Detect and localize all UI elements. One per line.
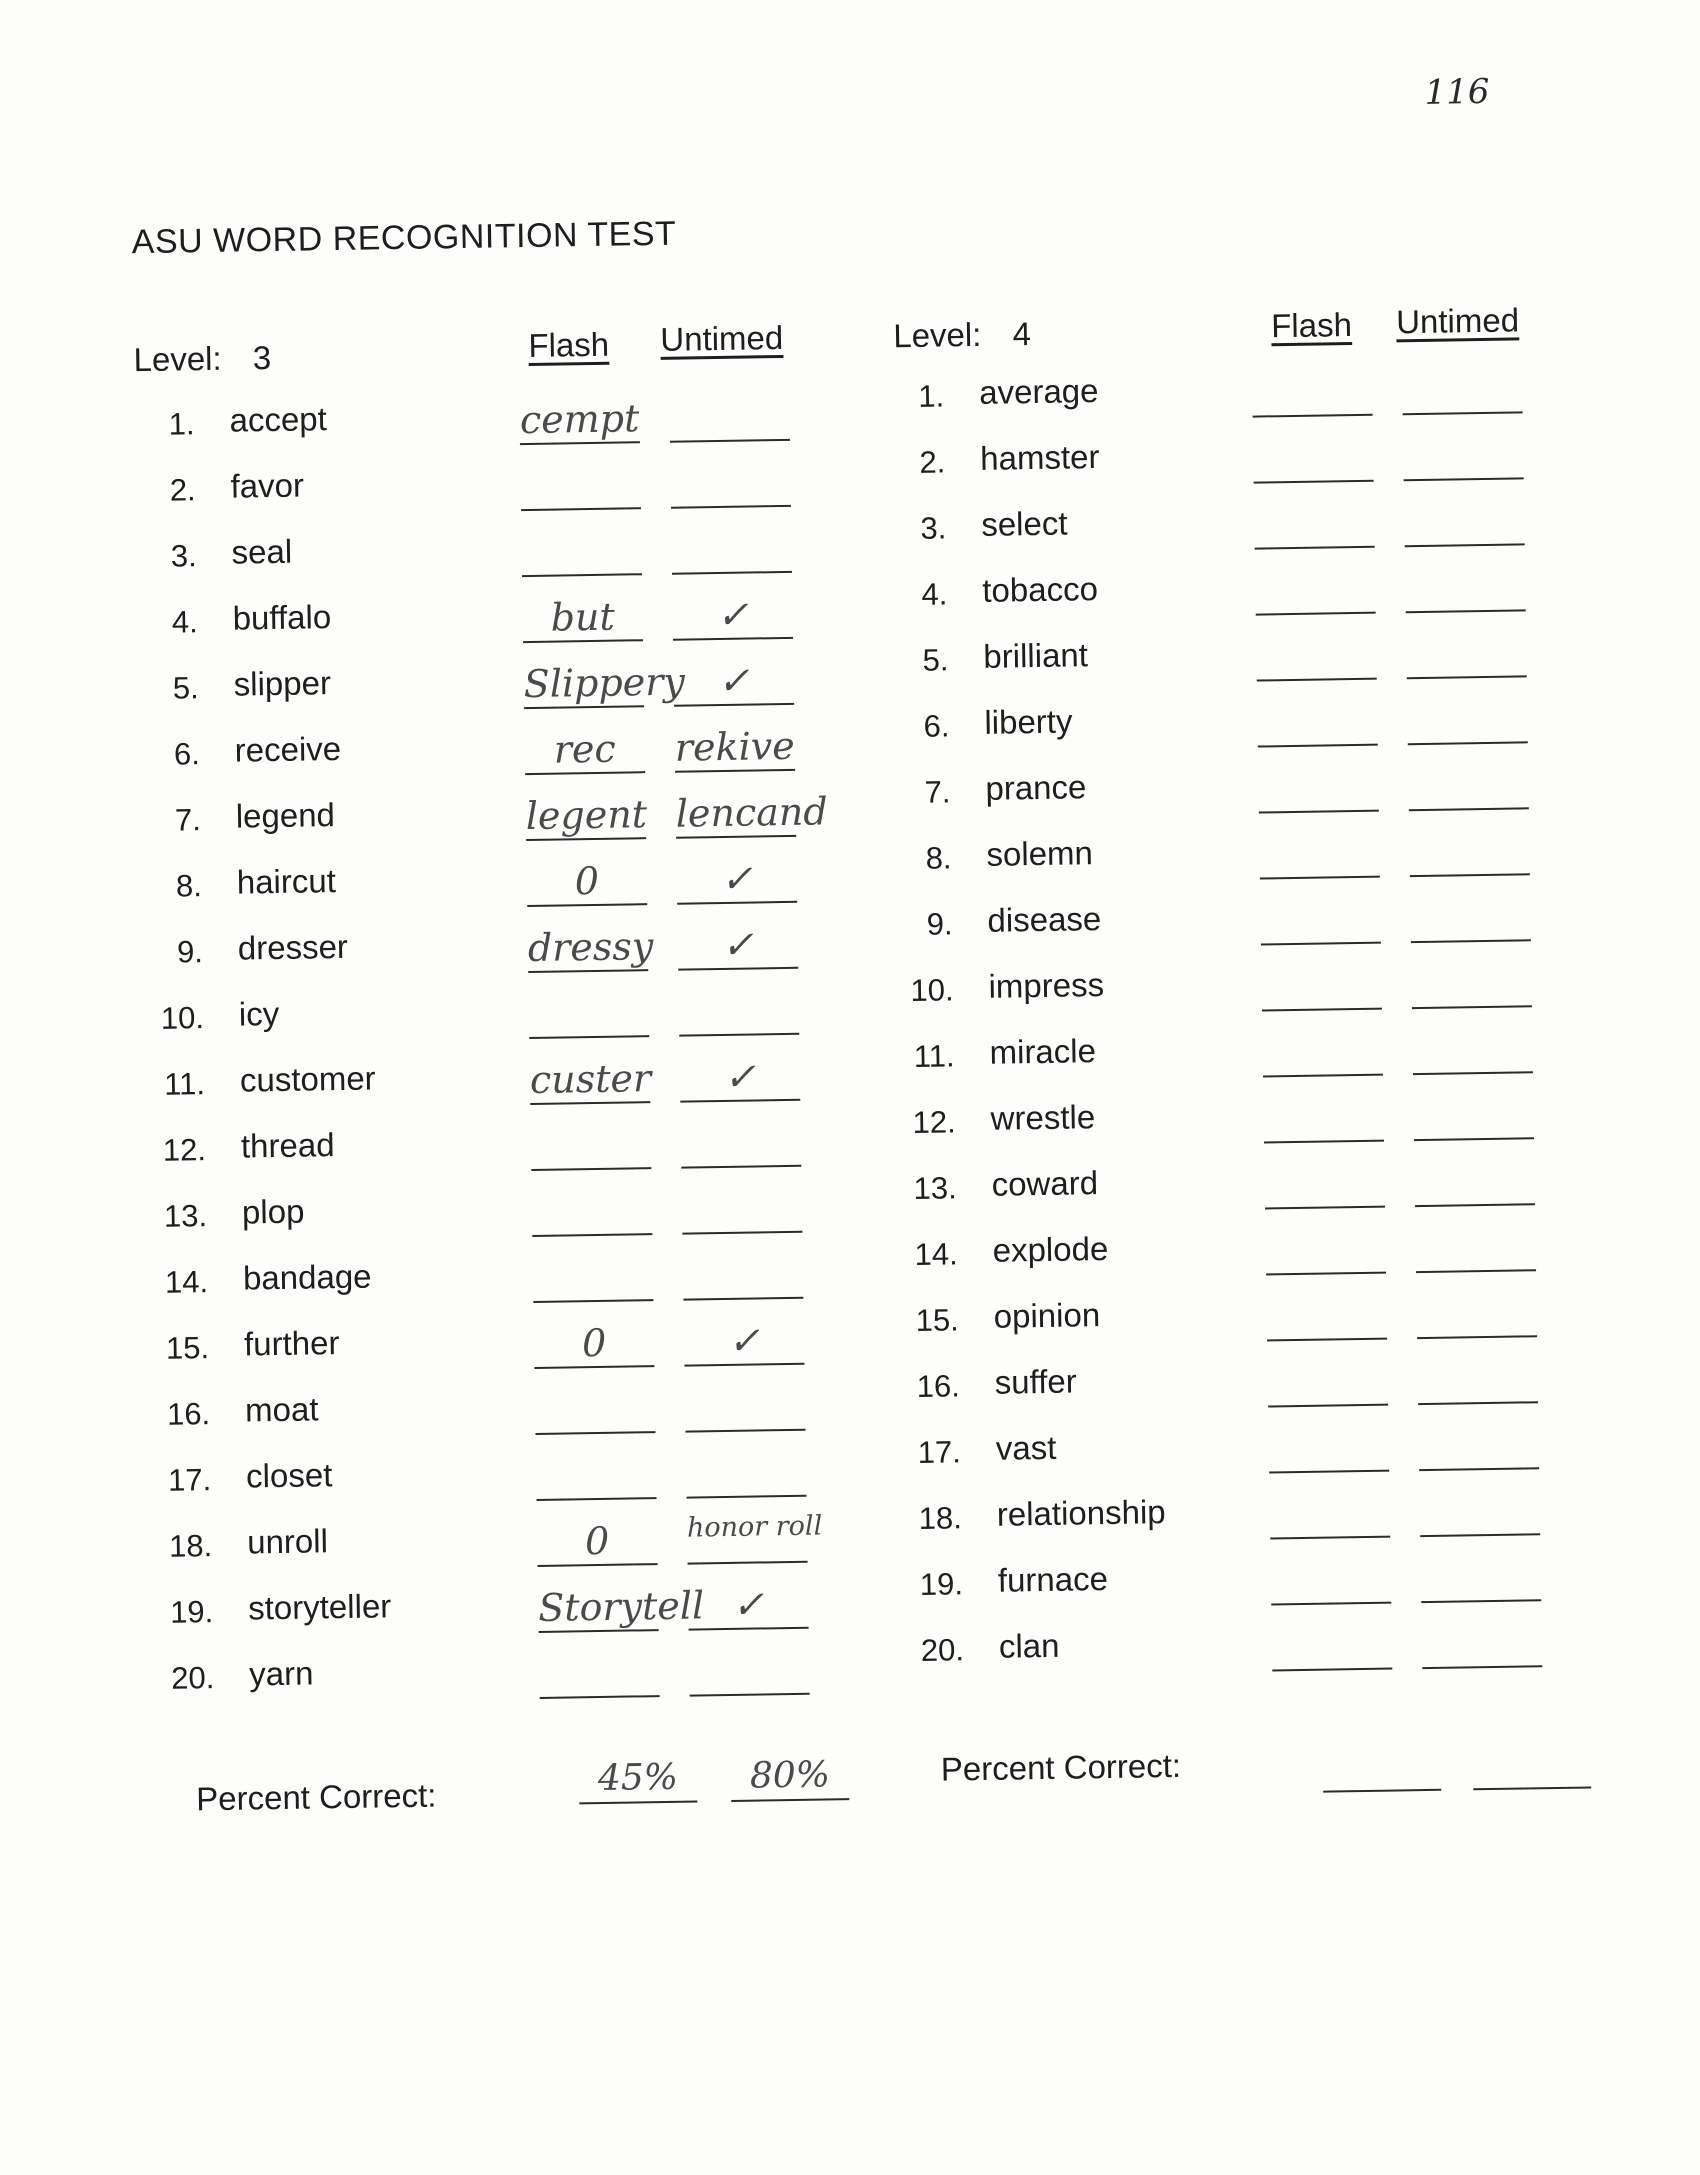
item-number: 16.: [916, 1368, 961, 1404]
flash-response[interactable]: [1264, 1160, 1385, 1210]
list-item: [147, 1178, 948, 1251]
list-item: [135, 453, 936, 526]
untimed-response[interactable]: [1405, 563, 1526, 613]
list-item: [141, 849, 942, 922]
flash-response[interactable]: [1271, 1556, 1392, 1606]
untimed-response[interactable]: [1419, 1487, 1540, 1537]
item-number: 18.: [918, 1500, 963, 1536]
item-number: 8.: [925, 840, 952, 876]
flash-response[interactable]: [1263, 1094, 1384, 1144]
item-number: 5.: [172, 670, 200, 706]
item-number: 13.: [163, 1198, 208, 1234]
item-number: 20.: [920, 1632, 965, 1668]
item-number: 4.: [921, 576, 948, 612]
untimed-response[interactable]: [679, 987, 800, 1037]
untimed-response[interactable]: [1406, 629, 1527, 679]
item-word: opinion: [993, 1296, 1101, 1335]
item-word: average: [978, 372, 1099, 411]
flash-response[interactable]: [1257, 698, 1378, 748]
item-word: coward: [991, 1164, 1099, 1203]
untimed-response[interactable]: ✓: [688, 1581, 809, 1631]
item-number: 14.: [914, 1236, 959, 1273]
untimed-response[interactable]: [1418, 1421, 1539, 1471]
flash-response[interactable]: cempt: [519, 395, 640, 445]
list-item: [897, 1217, 1698, 1290]
untimed-response[interactable]: ✓: [672, 591, 793, 641]
item-word: receive: [234, 729, 342, 769]
flash-response[interactable]: 0: [534, 1319, 655, 1369]
item-word: dresser: [237, 927, 349, 967]
item-number: 9.: [926, 906, 953, 942]
flash-response[interactable]: [1258, 764, 1379, 814]
list-item: [153, 1574, 954, 1647]
list-item: [892, 887, 1693, 960]
item-number: 2.: [169, 472, 196, 508]
untimed-response[interactable]: [685, 1383, 806, 1433]
item-word: customer: [239, 1059, 376, 1099]
list-item: [887, 557, 1688, 630]
flash-response[interactable]: legent: [525, 791, 646, 841]
flash-response[interactable]: [1269, 1490, 1390, 1540]
untimed-response[interactable]: [669, 393, 790, 443]
item-word: relationship: [996, 1493, 1166, 1533]
level-3-untimed-header: Untimed: [660, 318, 784, 358]
page-title: ASU WORD RECOGNITION TEST: [131, 214, 677, 262]
item-number: 1.: [918, 378, 945, 414]
untimed-response[interactable]: [681, 1119, 802, 1169]
item-number: 11.: [913, 1038, 955, 1074]
flash-response[interactable]: [539, 1649, 660, 1699]
item-number: 15.: [165, 1330, 210, 1366]
untimed-response[interactable]: [1415, 1223, 1536, 1273]
flash-response[interactable]: [520, 461, 641, 511]
level-label: Level:: [893, 315, 982, 355]
flash-response[interactable]: [533, 1253, 654, 1303]
item-number: 6.: [173, 736, 201, 772]
flash-response[interactable]: [521, 527, 642, 577]
list-item: [898, 1283, 1699, 1356]
level-4-heading: [893, 315, 1031, 355]
item-word: hamster: [979, 438, 1100, 477]
item-word: storyteller: [247, 1587, 392, 1627]
level-3-percent-flash[interactable]: 45%: [579, 1754, 698, 1804]
flash-response[interactable]: [536, 1451, 657, 1501]
item-word: favor: [230, 466, 305, 505]
item-word: thread: [240, 1126, 335, 1165]
untimed-response[interactable]: honor roll: [687, 1515, 808, 1565]
untimed-response[interactable]: [1422, 1619, 1543, 1669]
list-item: [139, 717, 940, 790]
item-word: prance: [985, 768, 1087, 807]
untimed-response[interactable]: [1409, 827, 1530, 877]
flash-response[interactable]: [529, 989, 650, 1039]
untimed-response[interactable]: ✓: [680, 1053, 801, 1103]
untimed-response[interactable]: [683, 1251, 804, 1301]
list-item: [893, 953, 1694, 1026]
list-item: [896, 1151, 1697, 1224]
flash-response[interactable]: [1268, 1424, 1389, 1474]
list-item: [885, 425, 1686, 498]
item-number: 16.: [166, 1396, 211, 1432]
flash-response[interactable]: [535, 1385, 656, 1435]
list-item: [150, 1376, 951, 1449]
flash-response[interactable]: [1255, 566, 1376, 616]
flash-response[interactable]: 0: [526, 857, 647, 907]
flash-response[interactable]: custer: [530, 1055, 651, 1105]
item-word: furnace: [997, 1560, 1109, 1599]
list-item: [140, 783, 941, 856]
list-item: [890, 755, 1691, 828]
list-item: [151, 1442, 952, 1515]
untimed-response[interactable]: [671, 525, 792, 575]
level-4-untimed-header: Untimed: [1395, 301, 1520, 341]
flash-response[interactable]: [1256, 632, 1377, 682]
untimed-response[interactable]: [1408, 761, 1529, 811]
item-word: further: [243, 1324, 340, 1363]
item-number: 14.: [164, 1264, 209, 1300]
list-item: [884, 359, 1685, 432]
level-4-percent-label: Percent Correct:: [940, 1746, 1182, 1788]
list-item: [903, 1547, 1700, 1620]
item-word: buffalo: [232, 598, 332, 637]
item-word: solemn: [986, 834, 1094, 873]
item-word: seal: [231, 532, 293, 571]
flash-response[interactable]: rec: [524, 725, 645, 775]
untimed-response[interactable]: [1414, 1157, 1535, 1207]
item-word: accept: [229, 400, 328, 439]
list-item: [152, 1508, 953, 1581]
untimed-response[interactable]: [1404, 497, 1525, 547]
list-item: [137, 585, 938, 658]
list-item: [895, 1085, 1696, 1158]
list-item: [145, 1047, 946, 1120]
item-word: icy: [238, 994, 280, 1033]
item-number: 4.: [171, 604, 198, 640]
flash-response[interactable]: [532, 1187, 653, 1237]
flash-response[interactable]: [1260, 896, 1381, 946]
list-item: [900, 1415, 1700, 1488]
level-number: 3: [252, 339, 272, 377]
untimed-response[interactable]: ✓: [677, 921, 798, 971]
flash-response[interactable]: [1253, 434, 1374, 484]
flash-response[interactable]: [1266, 1292, 1387, 1342]
list-item: [134, 387, 935, 460]
list-item: [148, 1244, 949, 1317]
item-word: vast: [995, 1428, 1057, 1467]
item-number: 8.: [175, 868, 203, 904]
item-word: closet: [245, 1456, 333, 1495]
item-number: 12.: [912, 1104, 956, 1141]
level-3-flash-header: Flash: [528, 325, 610, 364]
item-word: tobacco: [982, 570, 1099, 609]
flash-response[interactable]: [1265, 1226, 1386, 1276]
item-word: impress: [988, 966, 1105, 1005]
untimed-response[interactable]: [1407, 695, 1528, 745]
item-word: moat: [244, 1390, 319, 1429]
flash-response[interactable]: [1262, 1028, 1383, 1078]
untimed-response[interactable]: [1416, 1289, 1537, 1339]
item-number: 12.: [162, 1132, 207, 1168]
item-word: plop: [241, 1192, 305, 1231]
item-word: suffer: [994, 1362, 1077, 1401]
flash-response[interactable]: [1254, 500, 1375, 550]
item-number: 18.: [168, 1528, 213, 1564]
item-number: 9.: [176, 934, 204, 970]
list-item: [904, 1613, 1700, 1686]
item-word: clan: [998, 1626, 1060, 1665]
item-number: 19.: [169, 1594, 214, 1630]
flash-response[interactable]: dressy: [528, 923, 649, 973]
list-item: [899, 1349, 1700, 1422]
flash-response[interactable]: Storytell: [538, 1583, 659, 1633]
item-word: brilliant: [983, 636, 1089, 675]
list-item: [901, 1481, 1700, 1554]
flash-response[interactable]: [1259, 830, 1380, 880]
untimed-response[interactable]: ✓: [673, 657, 794, 707]
item-number: 5.: [922, 642, 949, 678]
level-number: 4: [1012, 315, 1032, 353]
item-word: slipper: [233, 664, 332, 703]
item-number: 11.: [163, 1066, 206, 1102]
list-item: [144, 981, 945, 1054]
item-word: select: [980, 504, 1068, 543]
item-number: 7.: [174, 802, 202, 838]
untimed-response[interactable]: [1402, 365, 1523, 415]
item-word: unroll: [246, 1522, 329, 1561]
item-word: liberty: [984, 702, 1073, 741]
item-number: 15.: [915, 1302, 960, 1338]
item-number: 20.: [170, 1660, 215, 1696]
untimed-response[interactable]: [686, 1449, 807, 1499]
list-item: [136, 519, 937, 592]
untimed-response[interactable]: lencand: [675, 789, 796, 839]
list-item: [138, 651, 939, 724]
level-3-heading: [133, 339, 271, 379]
untimed-response[interactable]: [689, 1647, 810, 1697]
flash-response[interactable]: 0: [537, 1517, 658, 1567]
page-number: 116: [1424, 71, 1490, 113]
untimed-response[interactable]: [670, 459, 791, 509]
list-item: [891, 821, 1692, 894]
untimed-response[interactable]: ✓: [676, 855, 797, 905]
flash-response[interactable]: Slippery: [523, 659, 644, 709]
item-number: 3.: [920, 510, 947, 546]
untimed-response[interactable]: [1413, 1091, 1534, 1141]
untimed-response[interactable]: [1411, 959, 1532, 1009]
item-word: yarn: [248, 1654, 314, 1693]
item-number: 7.: [924, 774, 951, 810]
flash-response[interactable]: [1272, 1622, 1393, 1672]
flash-response[interactable]: [1267, 1358, 1388, 1408]
flash-response[interactable]: [531, 1121, 652, 1171]
flash-response[interactable]: [1252, 368, 1373, 418]
item-word: disease: [987, 900, 1102, 939]
item-word: legend: [235, 796, 336, 835]
item-word: bandage: [242, 1257, 372, 1297]
item-number: 17.: [917, 1434, 962, 1470]
list-item: [886, 491, 1687, 564]
item-word: haircut: [236, 862, 337, 901]
untimed-response[interactable]: [1410, 893, 1531, 943]
level-4-flash-header: Flash: [1270, 306, 1353, 345]
list-item: [146, 1113, 947, 1186]
list-item: [142, 915, 943, 988]
item-number: 3.: [170, 538, 197, 574]
untimed-response[interactable]: [1412, 1025, 1533, 1075]
item-number: 10.: [160, 1000, 205, 1036]
item-number: 13.: [913, 1170, 957, 1207]
item-word: wrestle: [990, 1098, 1096, 1137]
level-4-percent-flash[interactable]: [1322, 1743, 1441, 1793]
item-number: 2.: [919, 444, 946, 480]
item-word: miracle: [989, 1032, 1097, 1071]
list-item: [888, 623, 1689, 696]
untimed-response[interactable]: [682, 1185, 803, 1235]
untimed-response[interactable]: [1403, 431, 1524, 481]
list-item: [149, 1310, 950, 1383]
untimed-response[interactable]: [1421, 1553, 1542, 1603]
untimed-response[interactable]: ✓: [684, 1317, 805, 1367]
item-number: 19.: [919, 1566, 964, 1602]
level-3-percent-untimed[interactable]: 80%: [731, 1752, 850, 1802]
list-item: [154, 1640, 955, 1713]
list-item: [894, 1019, 1695, 1092]
untimed-response[interactable]: [1417, 1355, 1538, 1405]
level-4-percent-untimed[interactable]: [1472, 1740, 1591, 1790]
untimed-response[interactable]: rekive: [674, 723, 795, 773]
level-label: Level:: [133, 339, 222, 379]
item-number: 17.: [167, 1462, 212, 1498]
level-3-percent-label: Percent Correct:: [195, 1776, 437, 1818]
item-number: 1.: [168, 406, 195, 442]
item-number: 6.: [923, 708, 950, 744]
flash-response[interactable]: [1261, 962, 1382, 1012]
flash-response[interactable]: but: [522, 593, 643, 643]
item-word: explode: [992, 1229, 1109, 1269]
list-item: [889, 689, 1690, 762]
item-number: 10.: [910, 972, 954, 1009]
